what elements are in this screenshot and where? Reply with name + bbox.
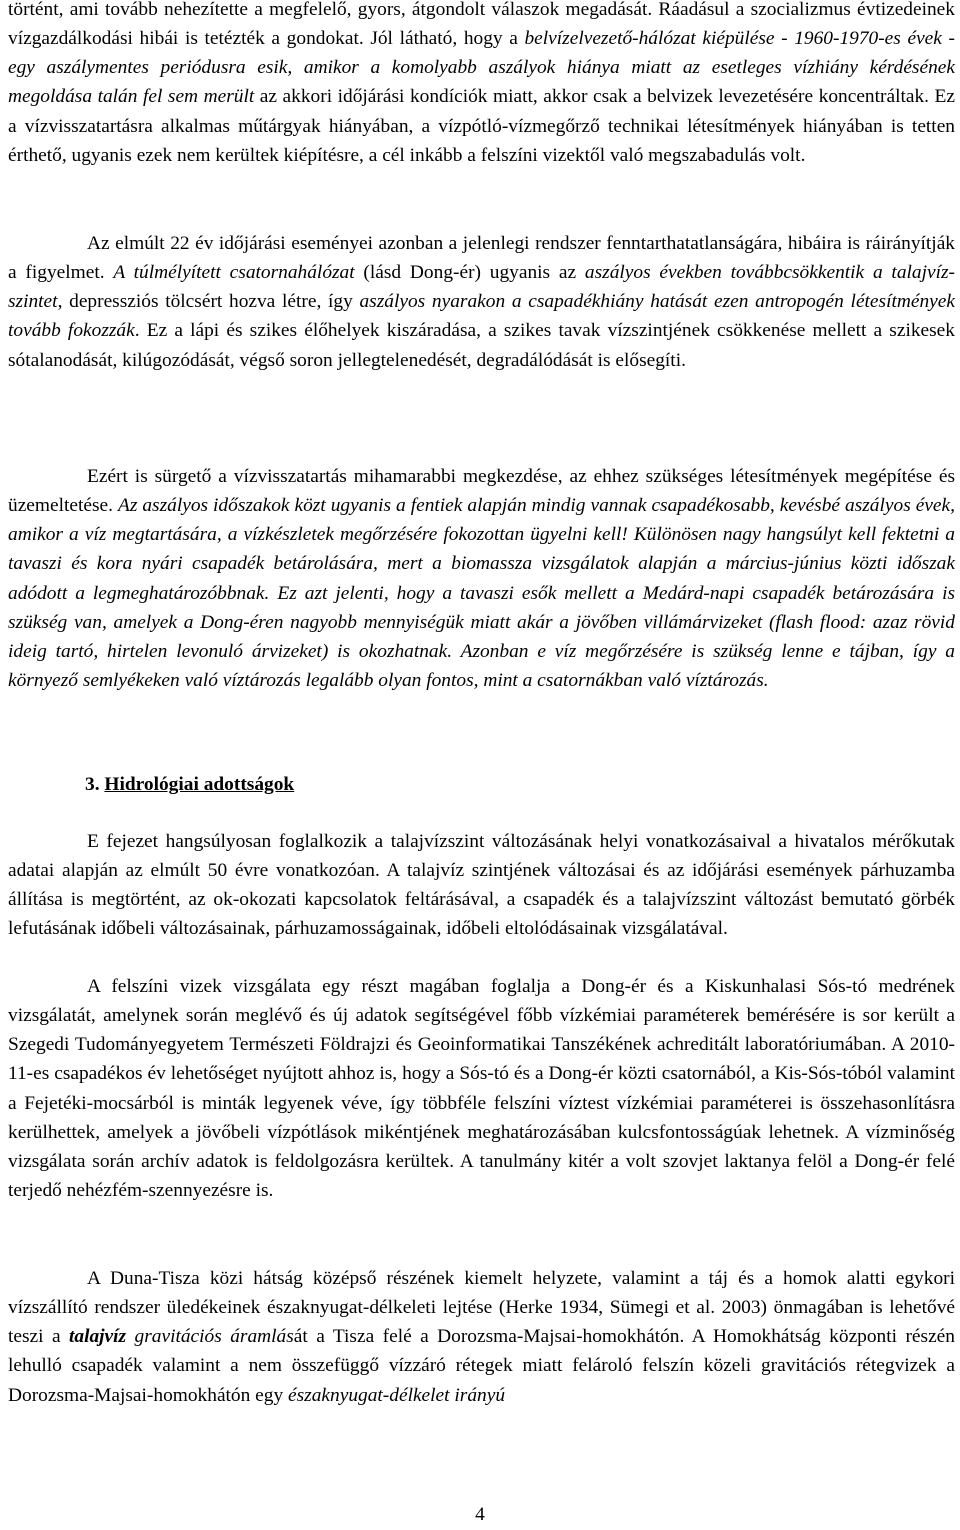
paragraph-6-bold-italic: talajvíz <box>69 1326 127 1348</box>
paragraph-3-italic-a: Az aszályos időszakok közt ugyanis a fentiek alapján mindig vannak csapadékosabb, kevésbé aszályos évek, amikor a víz megtartására, a vízkészletek megőrzésére fokozottan ügyelni kell! Különösen nagy hangsúlyt kell fektetni a tavaszi és kora nyári csapadék betárolására, mert a biomassza vizsgálatok alapján a március-június közti időszak adódott a legmeghatározóbbnak. <box>8 495 955 604</box>
paragraph-2 <box>8 229 955 375</box>
paragraph-6 <box>8 1264 955 1410</box>
paragraph-3-italic-b: Ez azt jelenti, hogy a tavaszi esők mellett a Medárd-napi csapadék betározására is szükség van, amelyek a Dong-éren nagyobb mennyiségük miatt akár a jövőben villámárvizeket (flash flood: azaz rövid ideig tartó, hirtelen levonuló árvizeket) is okozhatnak. <box>8 582 956 662</box>
paragraph-3-italic-c: Azonban e víz megőrzésére is szükség lenne e tájban, így a környező semlyékeken való víztározás legalább olyan fontos, mint a csatornákban való víztározás. <box>8 640 955 692</box>
paragraph-1 <box>8 0 955 170</box>
paragraph-2-text-d: . Ez a lápi és szikes élőhelyek kiszáradása, a szikes tavak vízszintjének csökkenése mellett a szikesek sótalanodását, kilúgozódását, végső soron jellegtelenedését, degradálódását is elősegíti. <box>8 320 955 371</box>
paragraph-2-italic-a: A túlmélyített csatornahálózat <box>113 262 355 284</box>
section-title: Hidrológiai adottságok <box>104 774 295 795</box>
paragraph-4-text: E fejezet hangsúlyosan foglalkozik a talajvízszint változásának helyi vonatkozásaival a hivatalos mérőkutak adatai alapján az elmúlt 50 évre vonatkozóan. A talajvíz szintjének változásai és az időjárási események párhuzamba állítása is megtörtént, az ok-okozati kapcsolatok feltárásával, a csapadék és a talajvízszint változást bemutató görbék lefutásának időbeli változásainak, párhuzamosságainak, időbeli eltolódásainak vizsgálatával. <box>8 831 955 940</box>
page-number: 4 <box>475 1504 485 1525</box>
paragraph-6-italic-a: gravitációs áramlás <box>134 1326 294 1348</box>
paragraph-3 <box>8 462 955 695</box>
paragraph-1-text-a: történt, ami tovább nehezítette a megfelelő, gyors, átgondolt válaszok megadását. Ráadásul a szocializmus évtizedeinek vízgazdálkodási hibái is tetézték a gondokat. Jól látható, hogy a <box>8 0 955 50</box>
paragraph-2-italic-b: aszályos években továbbcsökkentik a talajvíz-szintet <box>8 262 955 313</box>
paragraph-2-italic-c: aszályos nyarakon a csapadékhiány hatását ezen antropogén létesítmények tovább fokozzák <box>8 291 955 342</box>
paragraph-5-text: A felszíni vizek vizsgálata egy részt magában foglalja a Dong-ér és a Kiskunhalasi Sós-tó medrének vizsgálatát, amelynek során meglévő és új adatok segítségével főbb vízkémiai paraméterek bemérésére is sor került a Szegedi Tudományegyetem Természeti Földrajzi és Geoinformatikai Tanszékének achreditált laboratóriumában. A 2010-11-es csapadékos év lehetőséget nyújtott ahhoz is, hogy a Sós-tó és a Dong-ér közti csatornából, a Kis-Sós-tóból valamint a Fejetéki-mocsárból is minták legyenek véve, így többféle felszíni víztest vízkémiai paraméterei is összehasonlításra kerülhettek, amelyek a jövőbeli vízpótlások mikéntjének meghatározásában kulcsfontosságúak lehetnek. A vízminőség vizsgálata során archív adatok is feldolgozásra kerültek. A tanulmány kitér a volt szovjet laktanya felöl a Dong-ér felé terjedő nehézfém-szennyezésre is. <box>8 976 955 1202</box>
section-heading <box>85 770 294 799</box>
paragraph-6-space <box>126 1326 134 1347</box>
paragraph-2-text-a: Az elmúlt 22 év időjárási eseményei azonban a jelenlegi rendszer fenntarthatatlanságára, hibáira is ráirányítják a figyelmet. <box>8 233 955 284</box>
paragraph-1-italic-text: belvízelvezető-hálózat kiépülése - 1960-1970-es évek - egy aszálymentes periódusra esik, amikor a komolyabb aszályok hiánya miatt az esetleges vízhiány kérdésének megoldása talán fel sem merült <box>8 28 955 108</box>
paragraph-3-text-a: Ezért is sürgető a vízvisszatartás mihamarabbi megkezdése, az ehhez szükséges létesítmények megépítése és üzemeltetése. <box>8 466 955 517</box>
paragraph-6-text-a: A Duna-Tisza közi hátság középső részének kiemelt helyzete, valamint a táj és a homok alatti egykori vízszállító rendszer üledékeinek északnyugat-délkeleti lejtése (Herke 1934, Sümegi et al. 2003) önmagában is lehetővé teszi a <box>8 1268 955 1348</box>
paragraph-1-text-b: az akkori időjárási kondíciók miatt, akkor csak a belvizek levezetésére koncentráltak. Ez a vízvisszatartásra alkalmas műtárgyak hiányában, a vízpótló-vízmegőrző technikai létesítmények hiányában is tetten érthető, ugyanis ezek nem kerültek kiépítésre, a cél inkább a felszíni vizektől való megszabadulás volt. <box>8 86 955 166</box>
section-number: 3. <box>85 774 105 795</box>
paragraph-6-italic-b: északnyugat-délkelet irányú <box>288 1384 506 1406</box>
paragraph-5 <box>8 972 955 1205</box>
paragraph-2-text-b: (lásd Dong-ér) ugyanis az <box>354 262 585 284</box>
paragraph-6-text-b: át a Tisza felé a Dorozsma-Majsai-homokhátón. A Homokhátság központi részén lehulló csapadék valamint a nem összefüggő vízzáró rétegek miatt felároló felszín közeli gravitációs rétegvizek a Dorozsma-Majsai-homokhátón egy <box>8 1326 955 1406</box>
paragraph-4 <box>8 827 955 944</box>
paragraph-2-text-c: , depressziós tölcsért hozva létre, így <box>57 291 360 313</box>
